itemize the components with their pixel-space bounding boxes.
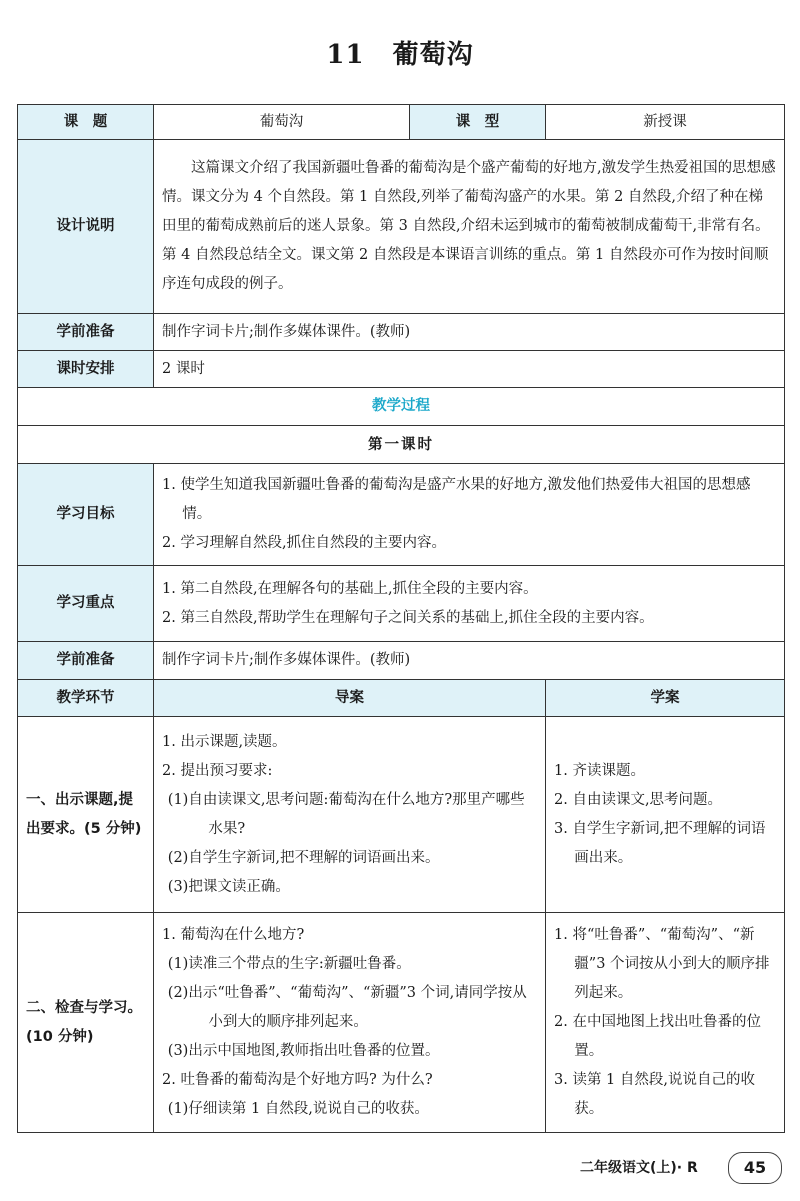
page-number: 45 xyxy=(728,1152,782,1184)
guide-subitem: (1)仔细读第 1 自然段,说说自己的收获。 xyxy=(167,1101,429,1117)
guide-item: 2. 吐鲁番的葡萄沟是个好地方吗? 为什么? xyxy=(162,1072,433,1088)
process-row xyxy=(18,388,785,426)
topic-value: 葡萄沟 xyxy=(154,105,410,140)
process-title: 教学过程 xyxy=(18,388,785,426)
schedule-row xyxy=(18,351,785,388)
guide-subitem: (1)读准三个带点的生字:新疆吐鲁番。 xyxy=(167,956,411,972)
lesson-row xyxy=(18,426,785,464)
stage2-study xyxy=(546,913,785,1133)
prep1-label: 学前准备 xyxy=(18,314,154,351)
study-item: 2. 自由读课文,思考问题。 xyxy=(554,791,723,808)
lesson-title: 葡萄沟 xyxy=(392,40,474,70)
lesson-number: 11 xyxy=(326,40,365,70)
page-footer xyxy=(580,1152,790,1192)
goals-cell xyxy=(154,464,785,566)
stage2-row xyxy=(18,913,785,1133)
guide-subitem: (3)出示中国地图,教师指出吐鲁番的位置。 xyxy=(167,1043,440,1059)
study-item: 3. 读第 1 自然段,说说自己的收获。 xyxy=(554,1072,755,1117)
schedule-value: 2 课时 xyxy=(154,351,785,388)
header-row xyxy=(18,105,785,140)
columns-header-row xyxy=(18,680,785,717)
study-item: 3. 自学生字新词,把不理解的词语画出来。 xyxy=(554,820,766,866)
book-title: 二年级语文(上)· R xyxy=(580,1160,698,1176)
focus-item: 1. 第二自然段,在理解各句的基础上,抓住全段的主要内容。 xyxy=(162,580,538,597)
study-item: 1. 齐读课题。 xyxy=(554,762,645,779)
design-label: 设计说明 xyxy=(18,140,154,314)
study-item: 1. 将“吐鲁番”、“葡萄沟”、“新疆”3 个词按从小到大的顺序排列起来。 xyxy=(554,927,770,1001)
guide-subitem: (3)把课文读正确。 xyxy=(167,878,290,895)
type-label: 课 型 xyxy=(410,105,546,140)
goals-row xyxy=(18,464,785,566)
design-row xyxy=(18,140,785,314)
stage2-guide xyxy=(154,913,546,1133)
guide-subitem: (1)自由读课文,思考问题:葡萄沟在什么地方?那里产哪些水果? xyxy=(167,791,525,837)
study-item: 2. 在中国地图上找出吐鲁番的位置。 xyxy=(554,1014,761,1059)
guide-subitem: (2)自学生字新词,把不理解的词语画出来。 xyxy=(167,849,440,866)
design-cell xyxy=(154,140,785,314)
focus-label: 学习重点 xyxy=(18,566,154,642)
focus-cell xyxy=(154,566,785,642)
prep1-value: 制作字词卡片;制作多媒体课件。(教师) xyxy=(154,314,785,351)
prep2-label: 学前准备 xyxy=(18,642,154,680)
focus-item: 2. 第三自然段,帮助学生在理解句子之间关系的基础上,抓住全段的主要内容。 xyxy=(162,609,654,626)
goal-item: 2. 学习理解自然段,抓住自然段的主要内容。 xyxy=(162,535,447,551)
page-title xyxy=(0,34,800,71)
focus-row xyxy=(18,566,785,642)
prep2-row xyxy=(18,642,785,680)
stage1-guide xyxy=(154,717,546,913)
lesson-title-cell: 第一课时 xyxy=(18,426,785,464)
guide-item: 2. 提出预习要求: xyxy=(162,762,273,779)
stage1-label: 一、出示课题,提出要求。(5 分钟) xyxy=(18,717,154,913)
schedule-label: 课时安排 xyxy=(18,351,154,388)
goals-label: 学习目标 xyxy=(18,464,154,566)
stage1-study xyxy=(546,717,785,913)
guide-item: 1. 葡萄沟在什么地方? xyxy=(162,927,305,943)
col-stage: 教学环节 xyxy=(18,680,154,717)
goal-item: 1. 使学生知道我国新疆吐鲁番的葡萄沟是盛产水果的好地方,激发他们热爱伟大祖国的思想感情。 xyxy=(162,477,751,522)
topic-label: 课 题 xyxy=(18,105,154,140)
type-value: 新授课 xyxy=(546,105,785,140)
guide-subitem: (2)出示“吐鲁番”、“葡萄沟”、“新疆”3 个词,请同学按从小到大的顺序排列起来。 xyxy=(167,985,527,1030)
guide-item: 1. 出示课题,读题。 xyxy=(162,733,287,750)
col-study: 学案 xyxy=(546,680,785,717)
stage1-row xyxy=(18,717,785,913)
lesson-plan-table xyxy=(17,104,785,1133)
prep1-row xyxy=(18,314,785,351)
col-guide: 导案 xyxy=(154,680,546,717)
stage2-label: 二、检查与学习。(10 分钟) xyxy=(18,913,154,1133)
design-text: 这篇课文介绍了我国新疆吐鲁番的葡萄沟是个盛产葡萄的好地方,激发学生热爱祖国的思想感情。课文分为 4 个自然段。第 1 自然段,列举了葡萄沟盛产的水果。第 2 自然段,介绍了种在梯田里的葡萄成熟前后的迷人景象。第 3 自然段,介绍未运到城市的葡萄被制成葡萄干,非常有名。第 4 自然段总结全文。课文第 2 自然段是本课语言训练的重点。第 1 自然段亦可作为按时间顺序连句成段的例子。 xyxy=(162,160,776,292)
prep2-value: 制作字词卡片;制作多媒体课件。(教师) xyxy=(154,642,785,680)
